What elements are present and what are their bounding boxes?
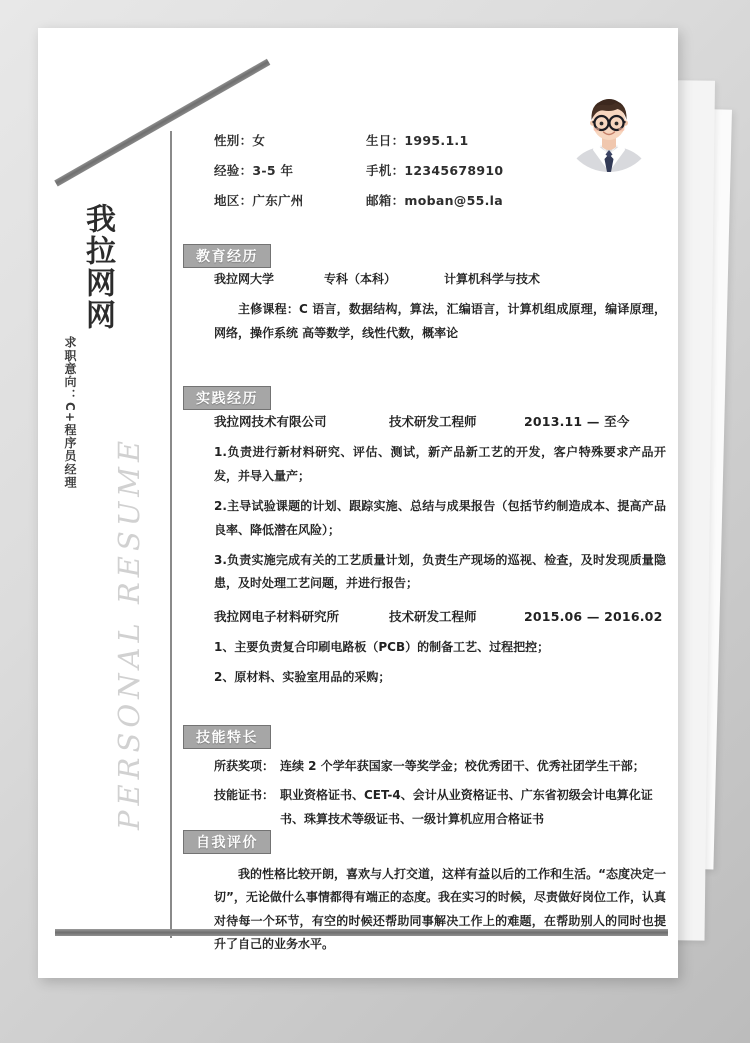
job-company: 我拉网技术有限公司 [214, 414, 327, 429]
education-degree: 专科（本科） [324, 272, 397, 286]
info-email: 邮箱：moban@55.la [366, 193, 503, 208]
skills-certs-label: 技能证书： [214, 788, 275, 803]
job-duty: 3.负责实施完成有关的工艺质量计划，负责生产现场的巡视、检查，及时发现质量隐患，及时处理工艺问题，并进行报告； [214, 552, 666, 591]
education-school: 我拉网大学 [214, 272, 275, 286]
skills-awards-value: 连续 2 个学年获国家一等奖学金；校优秀团干、优秀社团学生干部； [280, 759, 645, 773]
job-period: 2013.11 — 至今 [524, 414, 630, 429]
job-duty: 2.主导试验课题的计划、跟踪实施、总结与成果报告（包括节约制造成本、提高产品良率、降低潜在风险）； [214, 499, 666, 537]
skills-awards-row [214, 755, 666, 778]
section-body-self-evaluation [214, 856, 666, 957]
info-gender: 性别：女 [214, 133, 266, 148]
job-entry-header [214, 605, 666, 629]
job-role: 技术研发工程师 [389, 414, 477, 429]
section-header-education: 教育经历 [183, 244, 271, 268]
info-row [214, 161, 614, 179]
left-column [38, 28, 170, 978]
job-period: 2015.06 — 2016.02 [524, 608, 663, 624]
education-entry [214, 268, 666, 291]
personal-info-block [214, 131, 614, 221]
section-body-practice [214, 410, 666, 690]
education-major: 计算机科学与技术 [444, 272, 541, 286]
info-experience: 经验：3-5 年 [214, 163, 294, 178]
education-courses: 主修课程：C 语言，数据结构，算法，汇编语言，计算机组成原理，编译原理，网络，操作系统 高等数学，线性代数，概率论 [214, 302, 666, 340]
section-body-skills [214, 749, 666, 831]
info-row [214, 191, 614, 209]
info-birthday: 生日：1995.1.1 [366, 133, 469, 148]
content-column [170, 28, 678, 978]
resume-page [38, 28, 678, 978]
job-intention: 求职意向：C+程序员经理 [63, 336, 77, 490]
info-region: 地区：广东广州 [214, 193, 304, 208]
candidate-name: 我拉网网 [80, 203, 115, 331]
section-header-skills: 技能特长 [183, 725, 271, 749]
section-header-practice: 实践经历 [183, 386, 271, 410]
info-phone: 手机：12345678910 [366, 163, 504, 178]
job-company: 我拉网电子材料研究所 [214, 608, 340, 624]
job-duty: 1、主要负责复合印刷电路板（PCB）的制备工艺、过程把控； [214, 640, 550, 655]
job-role: 技术研发工程师 [389, 608, 477, 624]
skills-awards-label: 所获奖项： [214, 759, 275, 773]
info-row [214, 131, 614, 149]
watermark-text: PERSONAL RESUME [112, 435, 146, 830]
skills-certs-row [214, 784, 666, 831]
self-evaluation-text: 我的性格比较开朗，喜欢与人打交道，这样有益以后的工作和生活。“态度决定一切”，无论做什么事情都得有端正的态度。我在实习的时候，尽责做好岗位工作，认真对待每一个环节，有空的时候还帮助同事解决工作上的难题，在帮助别人的同时也提升了自己的业务水平。 [214, 867, 666, 952]
section-header-self-evaluation: 自我评价 [183, 830, 271, 854]
job-duty: 1.负责进行新材料研究、评估、测试，新产品新工艺的开发，客户特殊要求产品开发，并导入量产； [214, 445, 666, 483]
skills-certs-value: 职业资格证书、CET-4、会计从业资格证书、广东省初级会计电算化证书、珠算技术等级证书、一级计算机应用合格证书 [280, 788, 653, 826]
job-entry-header [214, 410, 666, 434]
section-body-education [214, 268, 666, 345]
job-duty: 2、原材料、实验室用品的采购； [214, 670, 391, 685]
